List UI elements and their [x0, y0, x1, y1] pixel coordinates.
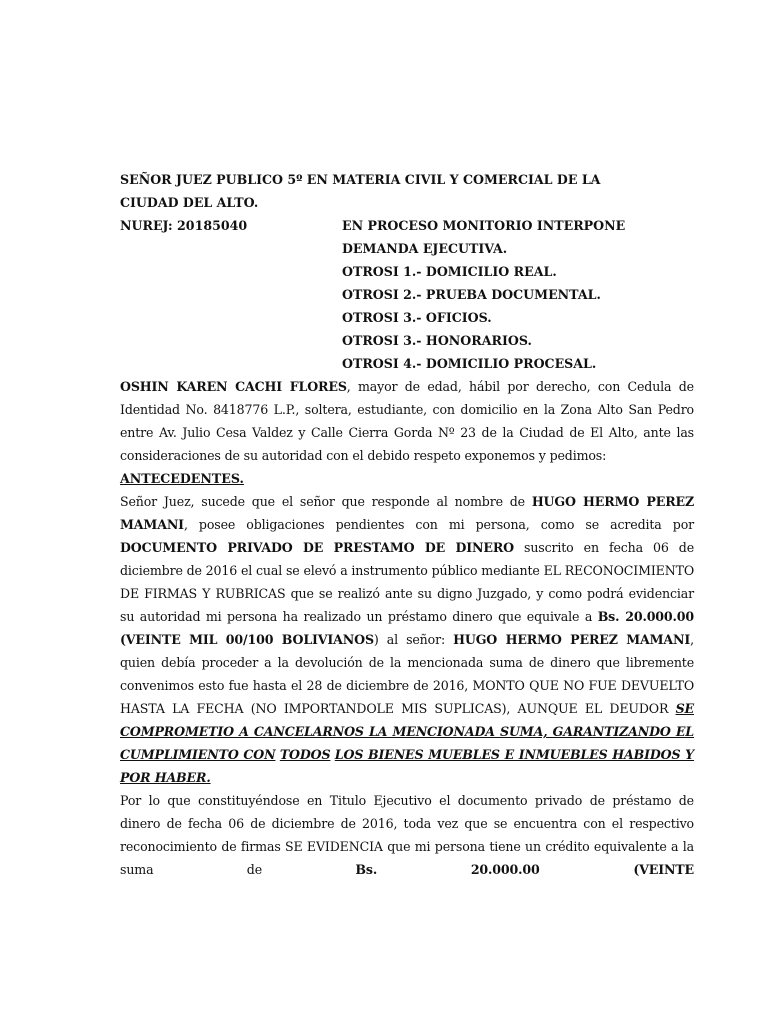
otrosi-item: OTROSI 3.- OFICIOS. — [342, 310, 492, 325]
case-header-row — [120, 214, 694, 237]
court-address-line2: CIUDAD DEL ALTO. — [120, 195, 259, 210]
intro-text: , mayor de edad, hábil por derecho, con Cedula de Identidad No. 8418776 L.P., soltera, estudiante, con domicilio en la Zona Alto San Pedro entre Av. Julio Cesa Valdez y Calle Cierra Gorda Nº 23 de la Ciudad de El Alto, ante las consideraciones de su autoridad con el debido respeto exponemos y pedimos: — [120, 379, 694, 463]
commitment-clause: SE COMPROMETIO A CANCELARNOS LA MENCIONADA SUMA, GARANTIZANDO EL CUMPLIMIENTO CON — [120, 701, 694, 762]
process-type-line1: EN PROCESO MONITORIO INTERPONE — [342, 218, 626, 233]
otrosi-list — [120, 260, 694, 375]
credit-amount: Bs. 20.000.00 (VEINTE — [355, 862, 694, 877]
antecedentes-paragraph-2: Por lo que constituyéndose en Titulo Ejecutivo el documento privado de préstamo de dinero de fecha 06 de diciembre de 2016, toda vez que se encuentra con el respectivo reconocimiento de firmas SE EVIDENCIA que mi persona tiene un crédito equivalente a la suma de Bs. 20.000.00 (VEINTE — [120, 793, 694, 877]
intro-paragraph — [120, 375, 694, 467]
otrosi-item: OTROSI 2.- PRUEBA DOCUMENTAL. — [342, 287, 601, 302]
commitment-todos: TODOS — [279, 747, 331, 762]
document-type: DOCUMENTO PRIVADO DE PRESTAMO DE DINERO — [120, 540, 514, 555]
nurej-number: NUREJ: 20185040 — [120, 218, 248, 233]
loan-amount: Bs. 20.000.00 (VEINTE MIL 00/100 BOLIVIANOS — [120, 609, 694, 647]
section-heading-antecedentes: ANTECEDENTES. — [120, 471, 244, 486]
commitment-bienes: LOS BIENES MUEBLES E INMUEBLES HABIDOS Y POR HABER. — [120, 747, 695, 785]
debtor-name: HUGO HERMO PEREZ MAMANI — [120, 494, 694, 532]
plaintiff-name: OSHIN KAREN CACHI FLORES — [120, 379, 347, 394]
otrosi-item: OTROSI 3.- HONORARIOS. — [342, 333, 532, 348]
court-address-line1: SEÑOR JUEZ PUBLICO 5º EN MATERIA CIVIL Y COMERCIAL DE LA — [120, 172, 601, 187]
otrosi-item: OTROSI 4.- DOMICILIO PROCESAL. — [342, 356, 597, 371]
debtor-name-2: HUGO HERMO PEREZ MAMANI — [453, 632, 691, 647]
otrosi-item: OTROSI 1.- DOMICILIO REAL. — [342, 264, 557, 279]
process-type-line2: DEMANDA EJECUTIVA. — [342, 241, 508, 256]
document-body — [120, 168, 694, 881]
antecedentes-paragraph-1: Señor Juez, sucede que el señor que responde al nombre de HUGO HERMO PEREZ MAMANI, posee obligaciones pendientes con mi persona, como se acredita por DOCUMENTO PRIVADO DE PRESTAMO DE DINERO suscrito en fecha 06 de diciembre de 2016 el cual se elevó a instrumento público mediante EL RECONOCIMIENTO DE FIRMAS Y RUBRICAS que se realizó ante su digno Juzgado, y como podrá evidenciar su autoridad mi persona ha realizado un préstamo dinero que equivale a Bs. 20.000.00 (VEINTE MIL 00/100 BOLIVIANOS) al señor: HUGO HERMO PEREZ MAMANI, quien debía proceder a la devolución de la mencionada suma de dinero que libremente convenimos esto fue hasta el 28 de diciembre de 2016, MONTO QUE NO FUE DEVUELTO HASTA LA FECHA (NO IMPORTANDOLE MIS SUPLICAS), AUNQUE EL DEUDOR SE COMPROMETIO A CANCELARNOS LA MENCIONADA SUMA, GARANTIZANDO EL CUMPLIMIENTO CON TODOS LOS BIENES MUEBLES E INMUEBLES HABIDOS Y POR HABER. — [120, 494, 695, 785]
